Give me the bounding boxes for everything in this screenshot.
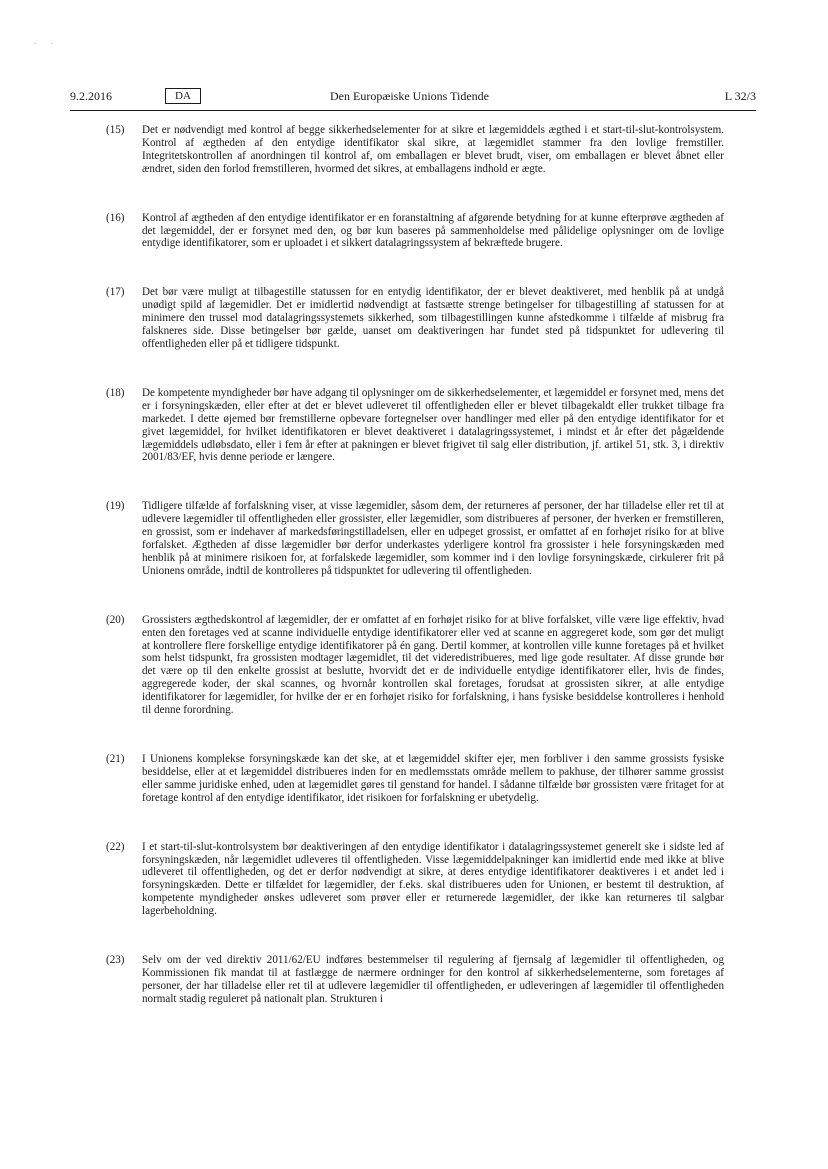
recital	[106, 841, 724, 918]
page-header	[70, 89, 756, 109]
recital-number: (22)	[106, 840, 125, 853]
recital	[106, 500, 724, 577]
recital-text: Grossisters ægthedskontrol af lægemidler, der er omfattet af en forhøjet risiko for at blive forfalsket, ville være lige effektiv, hvad enten den foretages ved at scanne individuelle entydige identifikatorer eller ved at scanne en aggregeret kode, som gør det muligt at kontrollere flere forskellige entydige identifikatorer på én gang. Dertil kommer, at kontrollen ville kunne foretages på et hvilket som helst tidspunkt, fra grossisten modtager lægemidlet, til det videredistribueres, med lige gode resultater. Af disse grunde bør det være op til den enkelte grossist at beslutte, hvorvidt det er de individuelle entydige identifikatorer eller, hvis de findes, aggregerede koder, der skal scannes, og hvornår kontrollen skal foretages, forudsat at grossisten sikrer, at alle entydige identifikatorer for lægemidler, for hvilke der er en forhøjet risiko for forfalskning, i hans fysiske besiddelse kontrolleres i henhold til denne forordning.	[142, 613, 724, 717]
recital-number: (17)	[106, 286, 125, 299]
recital-number: (20)	[106, 613, 125, 626]
recital	[106, 753, 724, 805]
publication-date: 9.2.2016	[70, 89, 112, 103]
recital-text: Det er nødvendigt med kontrol af begge sikkerhedselementer for at sikre et lægemiddels ægthed i et start-til-slut-kontrolsystem. Kontrol af ægtheden af den entydige identifikator skal sikre, at lægemidlet stammer fra den lovlige fremstiller. Integritetskontrollen af anordningen til kontrol af, om emballagen er blevet brudt, viser, om emballagen er blevet åbnet eller ændret, siden den forlod fremstilleren, hvormed det sikres, at emballagens indhold er ægte.	[142, 124, 724, 175]
recital-text: Det bør være muligt at tilbagestille statussen for en entydig identifikator, der er blevet deaktiveret, med henblik på at undgå unødigt spild af lægemidler. Det er imidlertid nødvendigt at fastsætte strenge betingelser for tilbagestilling af statussen for at minimere den trussel mod datalagringssystemets sikkerhed, som tilbagestillingen kunne afstedkomme i tilfælde af misbrug fra falskneres side. Disse betingelser bør gælde, uanset om deaktiveringen har fundet sted på tidspunktet for udlevering til offentligheden eller på et tidligere tidspunkt.	[142, 286, 724, 350]
recitals-body	[106, 124, 724, 1042]
recital-text: I et start-til-slut-kontrolsystem bør deaktiveringen af den entydige identifikator i datalagringssystemet generelt ske i sidste led af forsyningskæden, når lægemidlet udleveres til offentligheden. Visse lægemiddelpakninger kan imidlertid ende med ikke at blive udleveret til offentligheden, og det er derfor nødvendigt at sikre, at deres entydige identifikatorer deaktiveres i et andet led i forsyningskæden. Dette er tilfældet for lægemidler, der f.eks. skal distribueres uden for Unionen, er bestemt til destruktion, af kompetente myndigheder ønskes udleveret som prøver eller er returnerede lægemidler, der ikke kan returneres til salgbar lagerbeholdning.	[142, 840, 724, 918]
recital-number: (19)	[106, 500, 125, 513]
recital-text: Kontrol af ægtheden af den entydige identifikator er en foranstaltning af afgørende betydning for at kunne efterprøve ægtheden af det lægemiddel, der er forsynet med den, og bør kun baseres på sammenholdelse med pålidelige oplysninger om de lovlige entydige identifikatorer, som er uploadet i et sikkert datalagringssystem af bekræftede brugere.	[142, 211, 724, 250]
recital-text: I Unionens komplekse forsyningskæde kan det ske, at et lægemiddel skifter ejer, men forbliver i den samme grossists fysiske besiddelse, eller at et lægemiddel distribueres inden for en medlemsstats område mellem to pakhuse, der tilhører samme grossist eller samme juridiske enhed, uden at lægemidlet gøres til genstand for handel. I sådanne tilfælde bør grossisten være fritaget for at foretage kontrol af den entydige identifikator, idet risikoen for forfalskning er ubetydelig.	[142, 753, 724, 804]
journal-title: Den Europæiske Unions Tidende	[330, 89, 489, 103]
recital	[106, 387, 724, 464]
recital-text: Tidligere tilfælde af forfalskning viser, at visse lægemidler, såsom dem, der returneres af personer, der har tilladelse eller ret til at udlevere lægemidler til offentligheden eller grossister, eller lægemidler, som distribueres af personer, der hverken er fremstilleren, en grossist, som er indehaver af markedsføringstilladelsen, eller en udpeget grossist, er omfattet af en forhøjet risiko for at blive forfalsket. Ægtheden af disse lægemidler bør derfor underkastes yderligere kontrol fra grossister i hele forsyningskæden med henblik på at minimere risikoen for, at forfalskede lægemidler, som kommer ind i den lovlige forsyningskæde, cirkulerer frit på Unionens område, indtil de kontrolleres på tidspunktet for udlevering til offentligheden.	[142, 500, 724, 577]
recital	[106, 286, 724, 351]
recital-text: De kompetente myndigheder bør have adgang til oplysninger om de sikkerhedselementer, et lægemiddel er forsynet med, mens det er i forsyningskæden, eller efter at det er blevet udleveret til offentligheden eller er blevet tilbagekaldt eller trukket tilbage fra markedet. I dette øjemed bør fremstillerne opbevare fortegnelser over handlinger med eller på den entydige identifikator for et givet lægemiddel, for hvilket identifikatoren er blevet deaktiveret i datalagringssystemet, i mindst et år efter det pågældende lægemiddels udløbsdato, eller i fem år efter at pakningen er blevet frigivet til salg eller distribution, jf. artikel 51, stk. 3, i direktiv 2001/83/EF, hvis denne periode er længere.	[142, 386, 724, 464]
header-rule	[70, 110, 756, 111]
recital	[106, 954, 724, 1006]
recital-number: (15)	[106, 124, 125, 136]
recital-number: (21)	[106, 753, 125, 765]
recital-text: Selv om der ved direktiv 2011/62/EU indføres bestemmelser til regulering af fjernsalg af lægemidler til offentligheden, og Kommissionen fik mandat til at fastlægge de nærmere ordninger for den kontrol af sikkerhedselementerne, som foretages af personer, der har tilladelse eller ret til at udlevere lægemidler til offentligheden, er udleveringen af lægemidler til offentligheden normalt stadig reguleret på nationalt plan. Strukturen i	[142, 954, 724, 1005]
recital	[106, 614, 724, 717]
recital-number: (18)	[106, 386, 125, 399]
recital-number: (23)	[106, 954, 125, 967]
recital	[106, 124, 724, 176]
page-number: L 32/3	[724, 89, 756, 103]
scan-marks: · ·	[34, 40, 59, 48]
language-badge: DA	[165, 88, 201, 104]
recital-number: (16)	[106, 211, 125, 224]
recital	[106, 212, 724, 251]
